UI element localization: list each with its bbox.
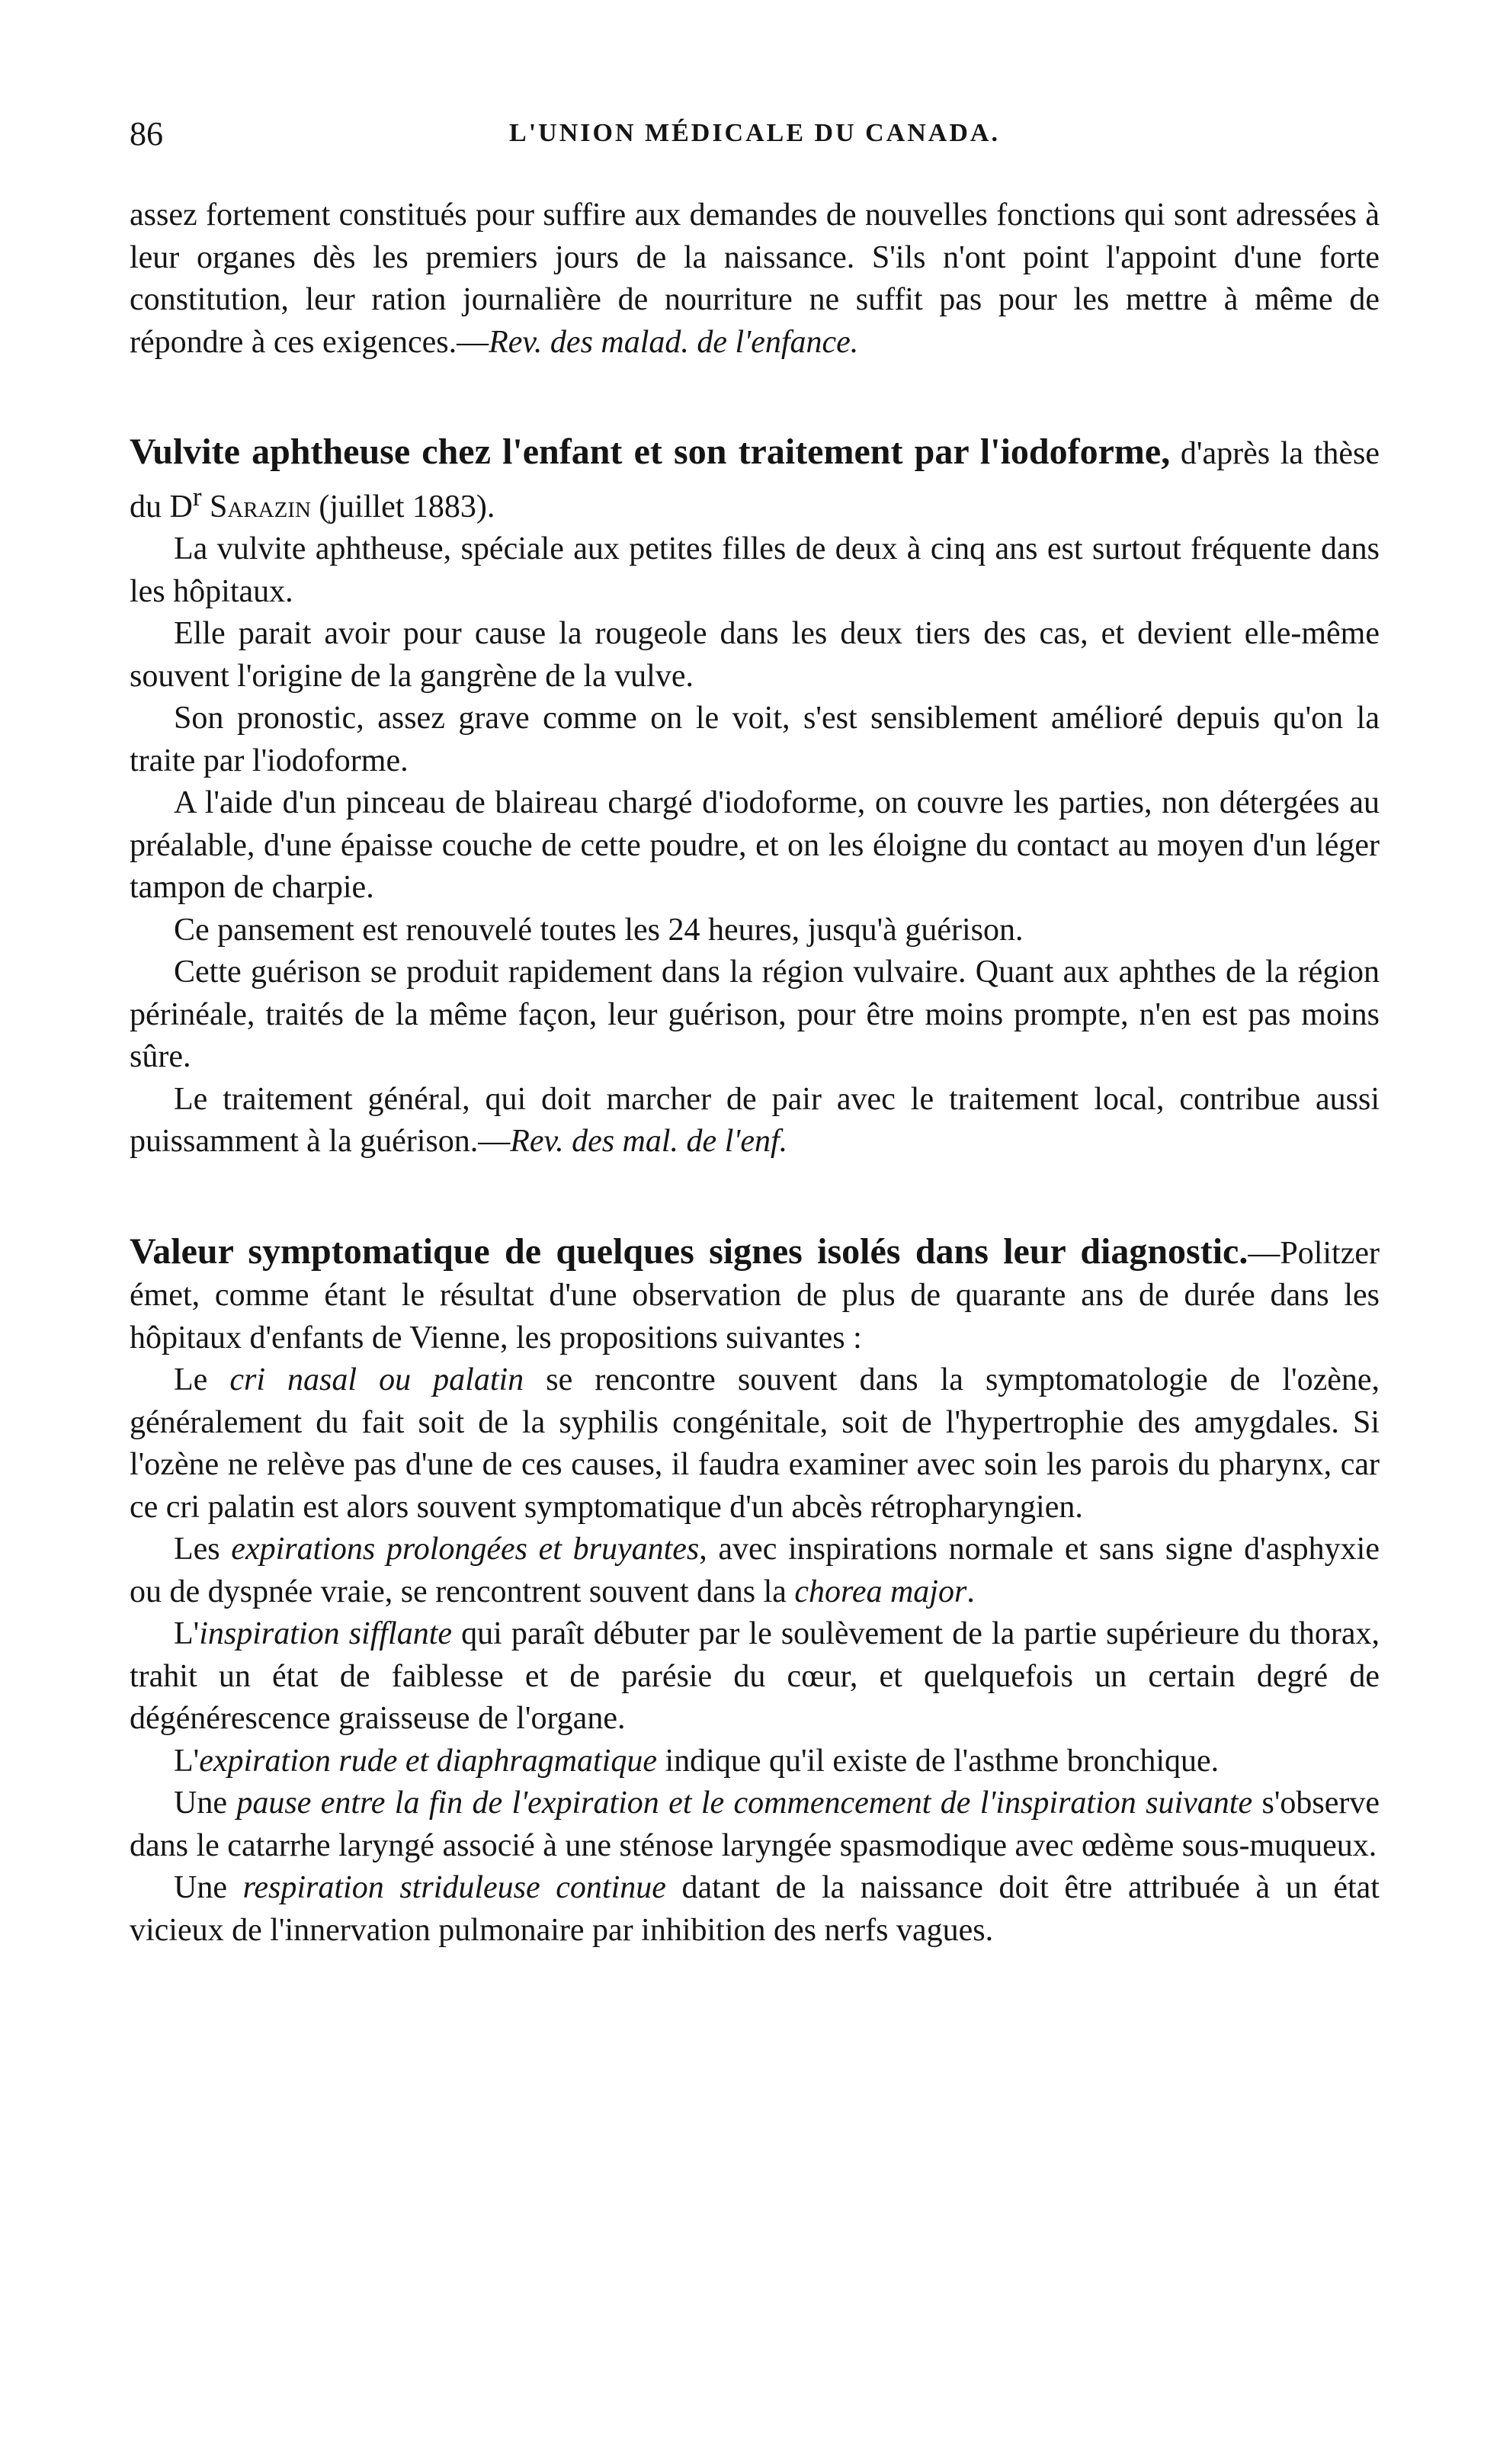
paragraph: La vulvite aphtheuse, spéciale aux petites filles de deux à cinq ans est surtout fréquente dans les hôpitaux. (130, 531, 1380, 609)
text: s'observe dans le catarrhe laryngé associé à une sténose laryngée spasmodique avec œdème sous-muqueux. (130, 1785, 1380, 1863)
paragraph (130, 1529, 1380, 1613)
paragraph (130, 1359, 1380, 1529)
text: Les (174, 1532, 232, 1567)
paragraph (130, 1741, 1380, 1783)
article-heading: Vulvite aphtheuse chez l'enfant et son traitement par l'iodoforme, (130, 432, 1171, 472)
emphasis: expirations prolongées et bruyantes (231, 1532, 700, 1567)
text: indique qu'il existe de l'asthme bronchique. (657, 1743, 1220, 1779)
paragraph: Cette guérison se produit rapidement dans la région vulvaire. Quant aux aphthes de la région périnéale, traités de la même façon, leur guérison, pour être moins prompte, n'en est pas moins sûre. (130, 954, 1380, 1074)
page-header (130, 114, 1380, 160)
byline-pre: d'après la thèse du D (130, 436, 1380, 525)
article-vulvite (130, 431, 1380, 1163)
text: , avec inspirations normale et sans signe d'asphyxie ou de dyspnée vraie, se rencontrent souvent dans la (130, 1532, 1380, 1609)
paragraph: Son pronostic, assez grave comme on le voit, s'est sensiblement amélioré depuis qu'on la traite par l'iodoforme. (130, 701, 1380, 778)
article-heading-line (130, 431, 1380, 528)
article-intro: —Politzer émet, comme étant le résultat d'une observation de plus de quarante ans de durée dans les hôpitaux d'enfants de Vienne, les propositions suivantes : (130, 1235, 1380, 1356)
paragraph-text: Le traitement général, qui doit marcher de pair avec le traitement local, contribue aussi puissamment à la guérison.— (130, 1081, 1380, 1159)
text: Une (174, 1785, 237, 1821)
text: datant de la naissance doit être attribuée à un état vicieux de l'innervation pulmonaire par inhibition des nerfs vagues. (130, 1870, 1380, 1948)
page-number: 86 (130, 115, 163, 152)
text: L' (174, 1616, 200, 1651)
section-gap (130, 1163, 1380, 1230)
text: L' (174, 1743, 200, 1779)
intro-citation: Rev. des malad. de l'enfance. (489, 324, 859, 360)
paragraph (130, 1613, 1380, 1741)
text: Une (174, 1870, 243, 1905)
paragraph: A l'aide d'un pinceau de blaireau chargé d'iodoforme, on couvre les parties, non détergées au préalable, d'une épaisse couche de cette poudre, et on les éloigne du contact au moyen d'un léger tampon de charpie. (130, 785, 1380, 905)
author-name: Sarazin (210, 489, 311, 525)
intro-text: assez fortement constitués pour suffire aux demandes de nouvelles fonctions qui sont adressées à leur organes dès les premiers jours de la naissance. S'ils n'ont point l'appoint d'une forte constitution, leur ration journalière de nourriture ne suffit pas pour les mettre à même de répondre à ces exigences.— (130, 197, 1380, 360)
byline-sup: r (192, 481, 202, 512)
paragraph-last (130, 1079, 1380, 1163)
page-body (130, 194, 1380, 1952)
text: . (966, 1574, 975, 1609)
emphasis: inspiration sifflante (199, 1616, 453, 1651)
article-valeur-symptomatique (130, 1230, 1380, 1952)
section-gap (130, 364, 1380, 431)
paragraph: Ce pansement est renouvelé toutes les 24 heures, jusqu'à guérison. (174, 912, 1024, 948)
article-heading-line (130, 1230, 1380, 1360)
emphasis: respiration striduleuse continue (242, 1870, 666, 1905)
intro-paragraph (130, 194, 1380, 364)
emphasis: cri nasal ou palatin (229, 1362, 524, 1397)
paragraph: Elle parait avoir pour cause la rougeole dans les deux tiers des cas, et devient elle-même souvent l'origine de la gangrène de la vulve. (130, 616, 1380, 694)
text: qui paraît débuter par le soulèvement de la partie supérieure du thorax, trahit un état de faiblesse et de parésie du cœur, et quelquefois un certain degré de dégénérescence graisseuse de l'organe. (130, 1616, 1380, 1736)
emphasis: expiration rude et diaphragmatique (199, 1743, 657, 1779)
byline-post: (juillet 1883). (310, 489, 495, 525)
paragraph (130, 1782, 1380, 1867)
article-heading: Valeur symptomatique de quelques signes isolés dans leur diagnostic. (130, 1230, 1248, 1272)
emphasis: chorea major (794, 1574, 967, 1609)
text: se rencontre souvent dans la symptomatologie de l'ozène, généralement du fait soit de la syphilis congénitale, soit de l'hypertrophie des amygdales. Si l'ozène ne relève pas d'une de ces causes, il faudra examiner avec soin les parois du pharynx, car ce cri palatin est alors souvent symptomatique d'un abcès rétropharyngien. (130, 1362, 1380, 1525)
citation: Rev. des mal. de l'enf. (510, 1124, 788, 1159)
paragraph (130, 1867, 1380, 1952)
running-title: L'UNION MÉDICALE DU CANADA. (509, 119, 1000, 147)
emphasis: pause entre la fin de l'expiration et le commencement de l'inspiration suivante (236, 1785, 1253, 1821)
text: Le (174, 1362, 230, 1397)
